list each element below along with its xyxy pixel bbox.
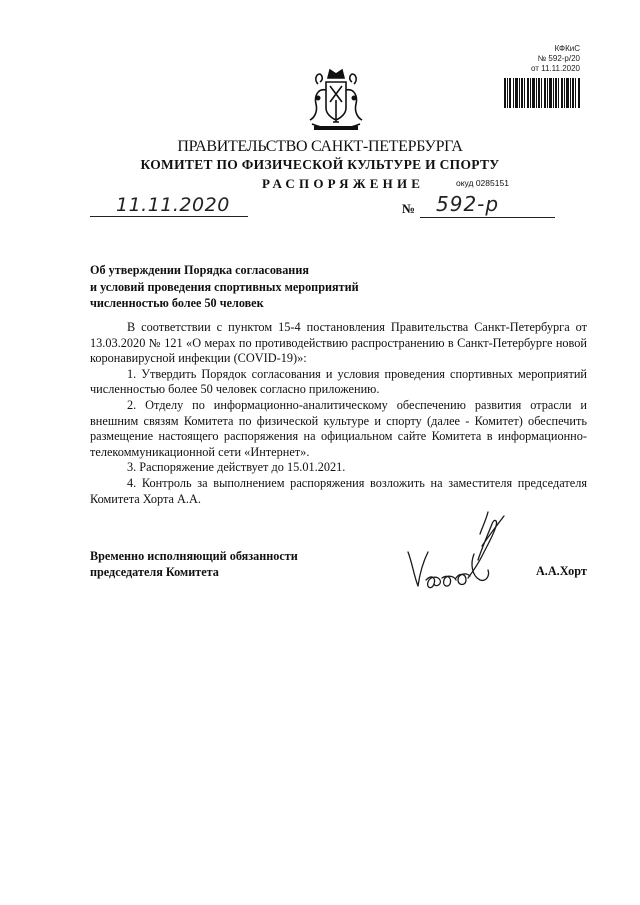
body-paragraph-preamble: В соответствии с пунктом 15-4 постановления Правительства Санкт-Петербурга от 13.03.2020 № 121 «О мерах по противодействию распространению в Санкт-Петербурге новой коронавирусной инфекции (COVID-19)»: — [90, 320, 587, 366]
stamp-date: от 11.11.2020 — [530, 64, 580, 73]
signatory-name: А.А.Хорт — [536, 564, 587, 578]
stamp-number: № 592-р/20 — [537, 54, 580, 63]
coat-of-arms-icon — [306, 64, 366, 136]
number-underline — [420, 217, 555, 218]
signatory-title — [90, 548, 330, 580]
document-body — [90, 320, 587, 507]
signatory-title-line-1: Временно исполняющий обязанности — [90, 549, 298, 563]
body-paragraph-3: 3. Распоряжение действует до 15.01.2021. — [127, 460, 346, 475]
stamp-org: КФКиС — [554, 44, 580, 53]
committee-title: КОМИТЕТ ПО ФИЗИЧЕСКОЙ КУЛЬТУРЕ И СПОРТУ — [140, 157, 500, 172]
body-paragraph-2: 2. Отделу по информационно-аналитическому обеспечению развития отрасли и внешним связям Комитета по физической культуре и спорту (далее - Комитет) обеспечить размещение настоящего распоряжения на официальном сайте Комитета в информационно-телекоммуникационной сети «Интернет». — [90, 397, 587, 459]
document-number: 592-р — [436, 192, 500, 216]
subject-line-2: и условий проведения спортивных мероприятий — [90, 279, 359, 294]
barcode-icon — [504, 78, 580, 108]
signatory-title-line-2: председателя Комитета — [90, 565, 219, 579]
number-sign: № — [402, 201, 416, 216]
subject-line-1: Об утверждении Порядка согласования — [90, 263, 309, 277]
okud-code: окуд 0285151 — [456, 178, 509, 188]
registration-stamp — [500, 44, 580, 74]
document-date: 11.11.2020 — [116, 194, 230, 216]
document-type: РАСПОРЯЖЕНИЕ — [262, 176, 425, 191]
body-paragraph-4: 4. Контроль за выполнением распоряжения возложить на заместителя председателя Комитета Хорта А.А. — [90, 475, 587, 506]
body-paragraph-1: 1. Утвердить Порядок согласования и условия проведения спортивных мероприятий численностью более 50 человек согласно приложению. — [90, 366, 587, 397]
document-subject — [90, 262, 410, 312]
subject-line-3: численностью более 50 человек — [90, 296, 264, 310]
government-title: ПРАВИТЕЛЬСТВО САНКТ-ПЕТЕРБУРГА — [177, 138, 463, 155]
date-underline — [90, 216, 248, 217]
handwritten-signature — [404, 506, 516, 610]
